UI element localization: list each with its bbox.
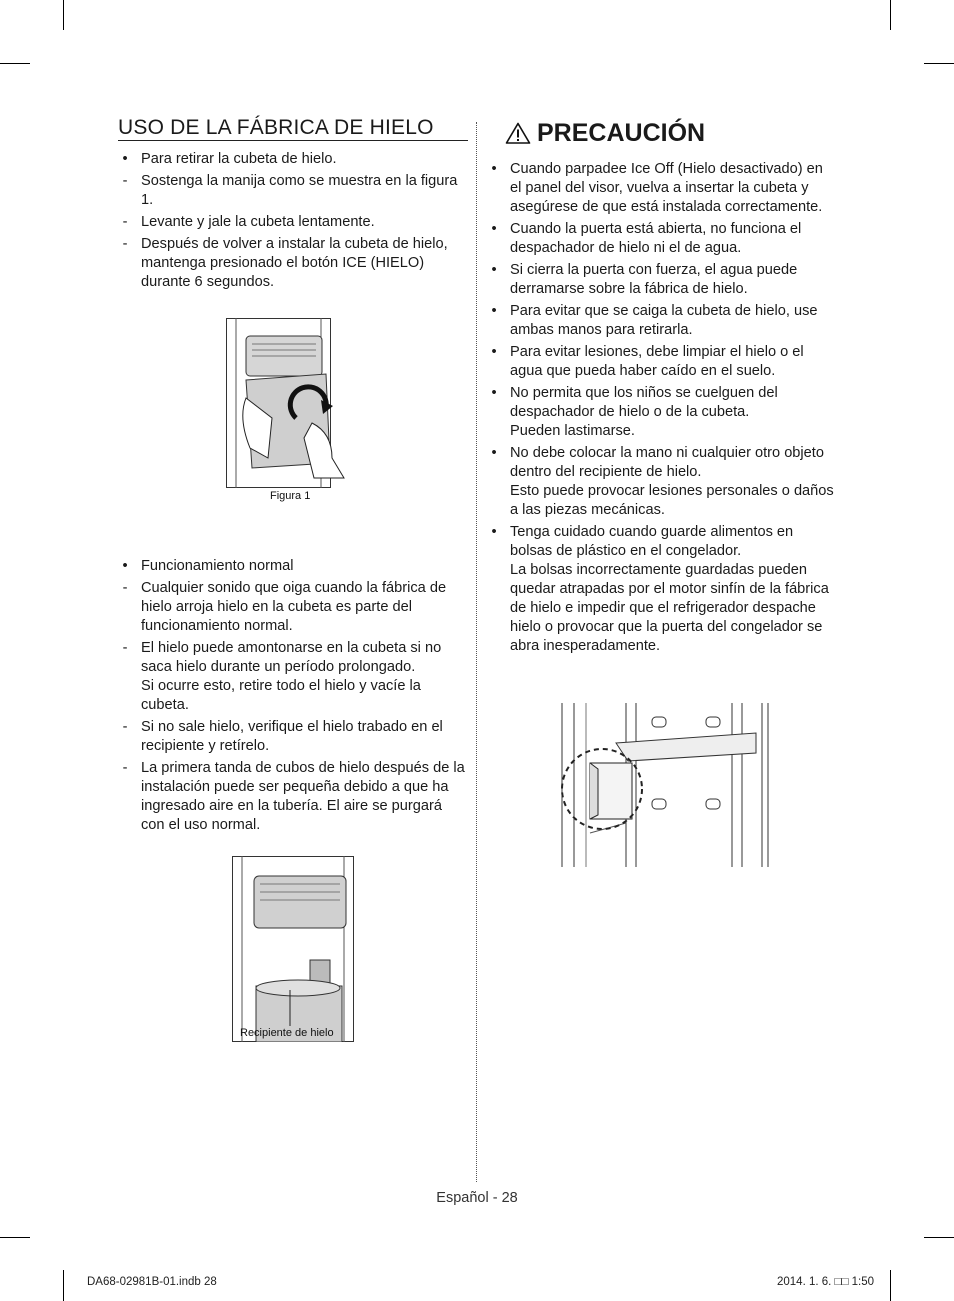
warning-triangle-icon [505, 122, 531, 144]
caution-title: PRECAUCIÓN [487, 116, 835, 144]
list-item: - Cualquier sonido que oiga cuando la fábrica de hielo arroja hielo en la cubeta es parte del funcionamiento normal. [122, 580, 447, 634]
normal-operation-notes [118, 557, 468, 835]
list-item: - La primera tanda de cubos de hielo después de la instalación puede ser pequeña debido a que ha ingresado aire en la tubería. El aire se purgará con el uso normal. [122, 760, 465, 833]
crop-mark [924, 63, 954, 64]
list-item: • Para evitar que se caiga la cubeta de hielo, use ambas manos para retirarla. [491, 303, 818, 338]
print-date: 2014. 1. 6. □□ 1:50 [776, 1276, 874, 1288]
ice-bucket-removal-illustration [226, 318, 362, 488]
list-item: - El hielo puede amontonarse en la cubeta si no saca hielo durante un período prolongado. Si ocurre esto, retire todo el hielo y vacíe la cubeta. [122, 640, 442, 713]
caution-list [487, 160, 835, 656]
list-item: • No debe colocar la mano ni cualquier otro objeto dentro del recipiente de hielo. Esto puede provocar lesiones personales o daños a las piezas mecánicas. [491, 445, 834, 518]
list-item: • Tenga cuidado cuando guarde alimentos en bolsas de plástico en el congelador. La bolsas incorrectamente guardadas pueden quedar atrapadas por el motor sinfín de la fábrica de hielo e impedir que el refrigerador despache hielo o provocar que la puerta del congelador se abra inesperadamente. [491, 524, 829, 654]
list-item: • Funcionamiento normal [122, 558, 294, 574]
crop-mark [0, 63, 30, 64]
list-item: - Si no sale hielo, verifique el hielo trabado en el recipiente y retírelo. [122, 719, 443, 754]
list-item: • Si cierra la puerta con fuerza, el agua puede derramarse sobre la fábrica de hielo. [491, 262, 798, 297]
list-item: • Cuando la puerta está abierta, no funciona el despachador de hielo ni el de agua. [491, 221, 802, 256]
right-column [487, 116, 835, 659]
freezer-interior-illustration [556, 703, 772, 867]
ice-bin-illustration [232, 856, 354, 1042]
section-title: USO DE LA FÁBRICA DE HIELO [118, 116, 468, 141]
list-item: - Después de volver a instalar la cubeta de hielo, mantenga presionado el botón ICE (HIELO) durante 6 segundos. [122, 236, 448, 290]
figure-1-caption: Figura 1 [270, 490, 311, 502]
figure-1-illustration [226, 318, 362, 488]
list-item: - Levante y jale la cubeta lentamente. [122, 214, 375, 230]
list-item: • No permita que los niños se cuelguen del despachador de hielo o de la cubeta. Pueden lastimarse. [491, 385, 778, 439]
figure-2-illustration [232, 856, 354, 1042]
removal-instructions [118, 150, 468, 292]
crop-mark [924, 1237, 954, 1238]
list-item: • Para evitar lesiones, debe limpiar el hielo o el agua que pueda haber caído en el suelo. [491, 344, 804, 379]
file-info: DA68-02981B-01.indb 28 [87, 1276, 217, 1288]
ice-maker-location-illustration [556, 703, 772, 867]
list-item: - Sostenga la manija como se muestra en la figura 1. [122, 173, 458, 208]
crop-mark [63, 1270, 64, 1301]
crop-mark [890, 0, 891, 30]
list-item: • Cuando parpadee Ice Off (Hielo desactivado) en el panel del visor, vuelva a insertar la cubeta y asegúrese de que está instalada correctamente. [491, 161, 823, 215]
page-number: Español - 28 [436, 1190, 518, 1206]
crop-mark [0, 1237, 30, 1238]
crop-mark [63, 0, 64, 30]
column-divider [476, 122, 477, 1182]
figure-2-caption: Recipiente de hielo [240, 1027, 334, 1039]
list-item: • Para retirar la cubeta de hielo. [122, 151, 337, 167]
crop-mark [890, 1270, 891, 1301]
